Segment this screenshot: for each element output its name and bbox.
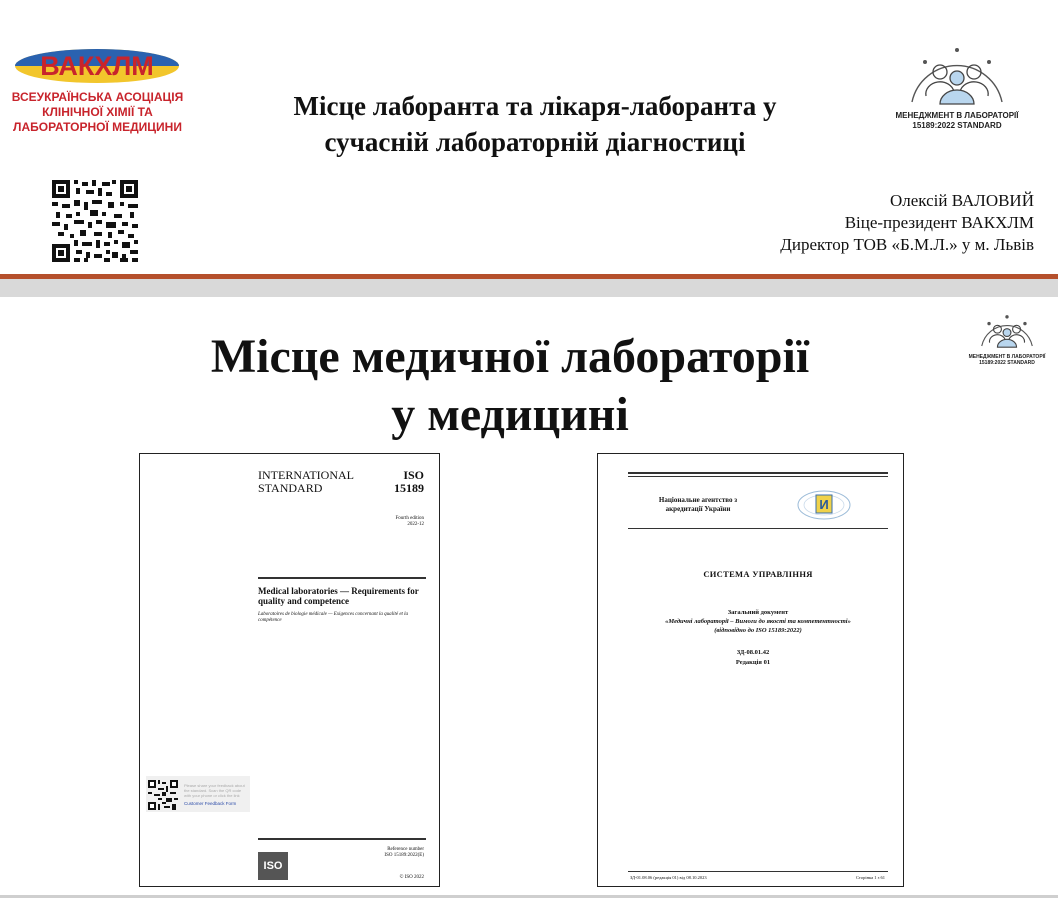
qr-code-icon: [148, 780, 178, 810]
svg-text:И: И: [819, 497, 829, 512]
standard-code: 15189: [394, 481, 424, 495]
lab-management-logo-icon: [975, 310, 1039, 354]
feedback-link[interactable]: Customer Feedback Form: [184, 801, 237, 806]
lab-management-caption: [880, 111, 1034, 131]
edition-date: 2022-12: [407, 522, 424, 527]
slide-title: [230, 88, 840, 160]
slide-title-line: сучасній лабораторній діагностиці: [324, 127, 746, 157]
doc-title-french: Laboratoires de biologie médicale — Exigences concernant la qualité et la compétence: [258, 612, 409, 623]
qr-code-icon: [52, 180, 138, 262]
reference-label: Reference number: [387, 847, 424, 852]
org-name: [10, 90, 185, 135]
doc-type-line: STANDARD: [258, 481, 323, 495]
edition: [396, 516, 424, 528]
lab-management-caption-line: МЕНЕДЖМЕНТ В ЛАБОРАТОРІЇ: [895, 111, 1019, 120]
feedback-text: Please share your feedback about the standard. Scan the QR code with your phone or click the link: [184, 783, 245, 798]
doc-subtitle: (відповідно до ISO 15189:2022): [714, 627, 802, 634]
lab-management-caption: [958, 354, 1056, 366]
slide-gap: [0, 279, 1058, 297]
slide-title-line: Місце лаборанта та лікаря-лаборанта у: [293, 91, 777, 121]
copyright: © ISO 2022: [399, 875, 424, 880]
lab-management-caption-line: МЕНЕДЖМЕНТ В ЛАБОРАТОРІЇ: [968, 354, 1046, 360]
divider: [258, 577, 426, 579]
author-name: Олексій ВАЛОВИЙ: [889, 191, 1034, 210]
reference: [384, 847, 424, 859]
lab-management-caption-line: 15189:2022 STANDARD: [912, 121, 1002, 130]
org-name-line: ВСЕУКРАЇНСЬКА АСОЦІАЦІЯ: [11, 90, 184, 104]
doc-type-line: INTERNATIONAL: [258, 468, 354, 482]
standard-number: [394, 469, 424, 495]
divider: [628, 871, 888, 872]
doc-kind: Загальний документ: [727, 609, 789, 616]
iso-15189-cover-page: [139, 453, 440, 887]
doc-heading: [618, 608, 898, 635]
org-name-line: ЛАБОРАТОРНОЇ МЕДИЦИНИ: [13, 120, 182, 134]
slide-title-line: Місце медичної лабораторії: [210, 330, 810, 383]
agency-name-line: акредитації України: [665, 505, 731, 513]
agency-name: [638, 496, 758, 514]
slide-title-line: у медицині: [391, 388, 629, 441]
org-name-line: КЛІНІЧНОЇ ХІМІЇ ТА: [42, 105, 153, 119]
standard-prefix: ISO: [403, 468, 424, 482]
agency-name-line: Національне агентство з: [658, 496, 738, 504]
naau-document-cover-page: [597, 453, 904, 887]
doc-type: [258, 469, 354, 495]
doc-title: Medical laboratories — Requirements for quality and competence: [258, 586, 419, 606]
doc-title: «Медичні лабораторії – Вимоги до якості та компетентності»: [665, 618, 851, 625]
footer-right: Сторінка 1 з 61: [855, 875, 885, 880]
doc-code-number: ЗД-08.01.42: [736, 649, 770, 656]
divider: [628, 476, 888, 477]
author-role: Директор ТОВ «Б.М.Л.» у м. Львів: [780, 235, 1034, 254]
reference-number: ISO 15189:2022(E): [384, 853, 424, 858]
naau-logo-icon: [796, 488, 852, 522]
title-slide: [0, 0, 1058, 275]
divider: [628, 528, 888, 529]
divider: [258, 838, 426, 840]
author-block: [780, 190, 1034, 256]
lab-management-caption-line: 15189:2022 STANDARD: [979, 360, 1035, 366]
edition-label: Fourth edition: [395, 516, 424, 521]
slide-title: [140, 328, 880, 444]
doc-code: [618, 648, 888, 668]
vakhlm-logo: [12, 46, 182, 86]
divider: [628, 472, 888, 474]
author-role: Віце-президент ВАКХЛМ: [844, 213, 1034, 232]
iso-logo: ISO: [258, 852, 288, 880]
doc-revision: Редакція 01: [735, 659, 771, 666]
footer-left: ЗД-01.08.06 (редакція 01) від 08.10.2023: [630, 875, 707, 880]
lab-management-logo-icon: [900, 40, 1014, 114]
system-heading: СИСТЕМА УПРАВЛІННЯ: [703, 569, 813, 579]
vakhlm-logo-text: ВАКХЛМ: [40, 51, 154, 81]
